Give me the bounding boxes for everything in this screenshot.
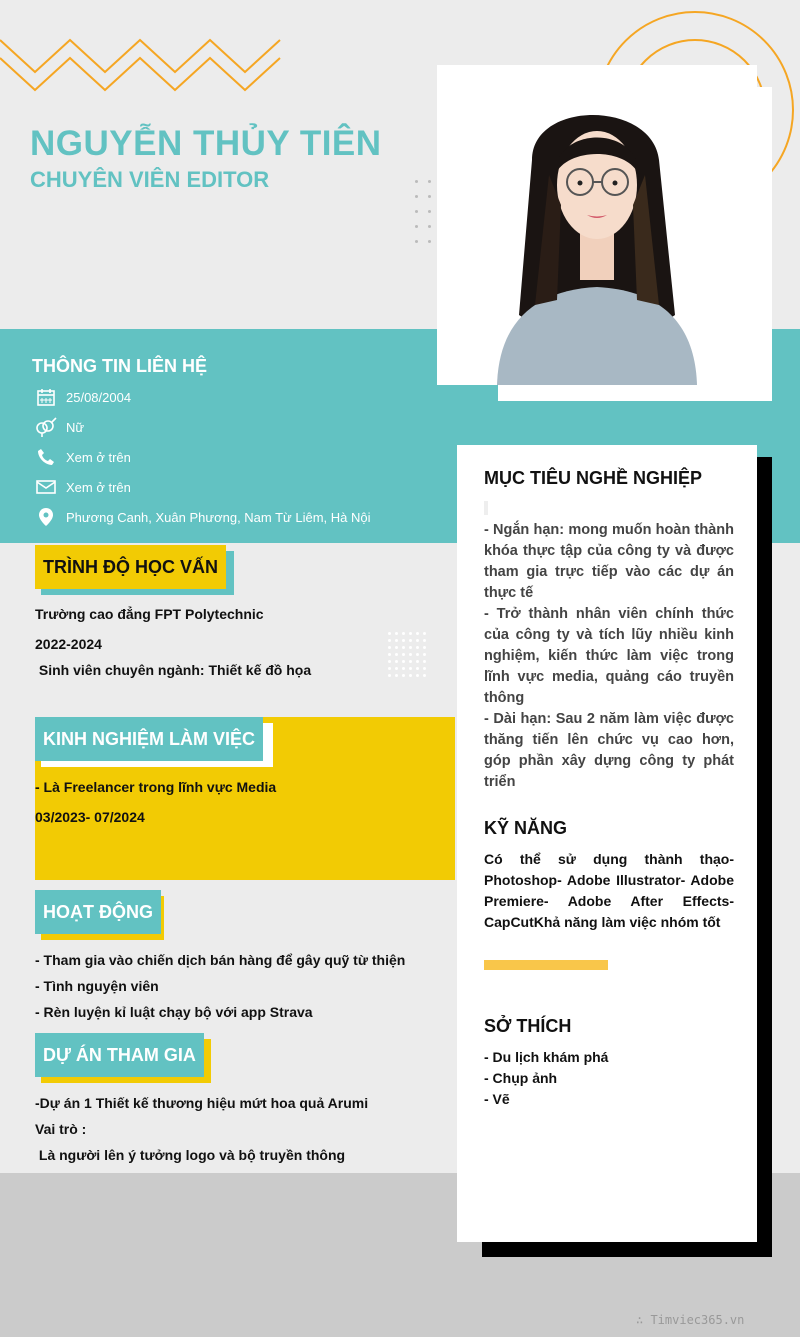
candidate-name: NGUYỄN THỦY TIÊN — [30, 124, 382, 163]
activity-item: - Rèn luyện kỉ luật chạy bộ với app Strava — [35, 1004, 313, 1020]
hobbies-list — [484, 1047, 608, 1110]
education-title: TRÌNH ĐỘ HỌC VẤN — [35, 545, 226, 589]
email-icon — [35, 476, 57, 498]
experience-role: - Là Freelancer trong lĩnh vực Media — [35, 779, 277, 795]
education-major: Sinh viên chuyên ngành: Thiết kế đồ họa — [35, 662, 312, 678]
activity-item: - Tham gia vào chiến dịch bán hàng để gây quỹ từ thiện — [35, 952, 406, 968]
goals-text: - Ngắn hạn: mong muốn hoàn thành khóa thực tập của công ty và được tham gia trực tiếp vào các dự án thực tế - Trở thành nhân viên chính thức của công ty và tích lũy nhiều kinh nghiệm, kiến thức làm việc trong lĩnh vực media, quảng cáo truyền thông - Dài hạn: Sau 2 năm làm việc được thăng tiến lên chức vụ cao hơn, góp phần xây dựng công ty phát triển — [484, 522, 734, 790]
footer-brand: ∴ Timviec365.vn — [636, 1313, 745, 1327]
birthdate-text: 25/08/2004 — [66, 389, 132, 405]
address-text: Phương Canh, Xuân Phương, Nam Từ Liêm, Hà Nội — [66, 509, 371, 525]
email-text: Xem ở trên — [66, 479, 131, 495]
dots-decoration-small — [388, 632, 426, 677]
contact-phone — [35, 444, 131, 470]
hobby-item: - Vẽ — [484, 1091, 510, 1107]
dots-decoration — [415, 180, 431, 243]
projects-title: DỰ ÁN THAM GIA — [35, 1033, 204, 1077]
contact-address — [35, 504, 371, 530]
skills-accent-bar — [484, 960, 608, 970]
contact-birthdate — [35, 384, 131, 410]
contact-gender — [35, 414, 84, 440]
zigzag-decoration — [0, 30, 300, 110]
hobby-item: - Du lịch khám phá — [484, 1049, 609, 1065]
goals-marker — [484, 501, 488, 515]
gender-icon — [35, 416, 57, 438]
profile-photo — [437, 65, 757, 385]
calendar-icon — [35, 386, 57, 408]
skills-title: KỸ NĂNG — [484, 818, 568, 838]
activities-title: HOẠT ĐỘNG — [35, 890, 161, 934]
project-role-desc: Là người lên ý tưởng logo và bộ truyền thông — [35, 1147, 346, 1163]
education-years: 2022-2024 — [35, 636, 102, 652]
activity-item: - Tình nguyện viên — [35, 978, 159, 994]
phone-text: Xem ở trên — [66, 449, 131, 465]
phone-icon — [35, 446, 57, 468]
experience-dates: 03/2023- 07/2024 — [35, 809, 145, 825]
hobby-item: - Chụp ảnh — [484, 1070, 558, 1086]
gender-text: Nữ — [66, 419, 85, 435]
education-school: Trường cao đẳng FPT Polytechnic — [35, 606, 264, 622]
portrait-illustration — [437, 65, 757, 385]
experience-title: KINH NGHIỆM LÀM VIỆC — [35, 717, 263, 761]
skills-text: Có thể sử dụng thành thạo- Photoshop- Adobe Illustrator- Adobe Premiere- Adobe After Effects- CapCutKhả năng làm việc nhóm tốt — [484, 851, 734, 930]
project-name: -Dự án 1 Thiết kế thương hiệu mứt hoa quả Arumi — [35, 1095, 369, 1111]
location-pin-icon — [35, 506, 57, 528]
hobbies-title: SỞ THÍCH — [484, 1016, 572, 1036]
contact-title: THÔNG TIN LIÊN HỆ — [32, 356, 207, 376]
goals-title: MỤC TIÊU NGHỀ NGHIỆP — [484, 468, 703, 488]
contact-email — [35, 474, 131, 500]
candidate-role: CHUYÊN VIÊN EDITOR — [30, 167, 270, 192]
project-role-label: Vai trò : — [35, 1121, 87, 1137]
